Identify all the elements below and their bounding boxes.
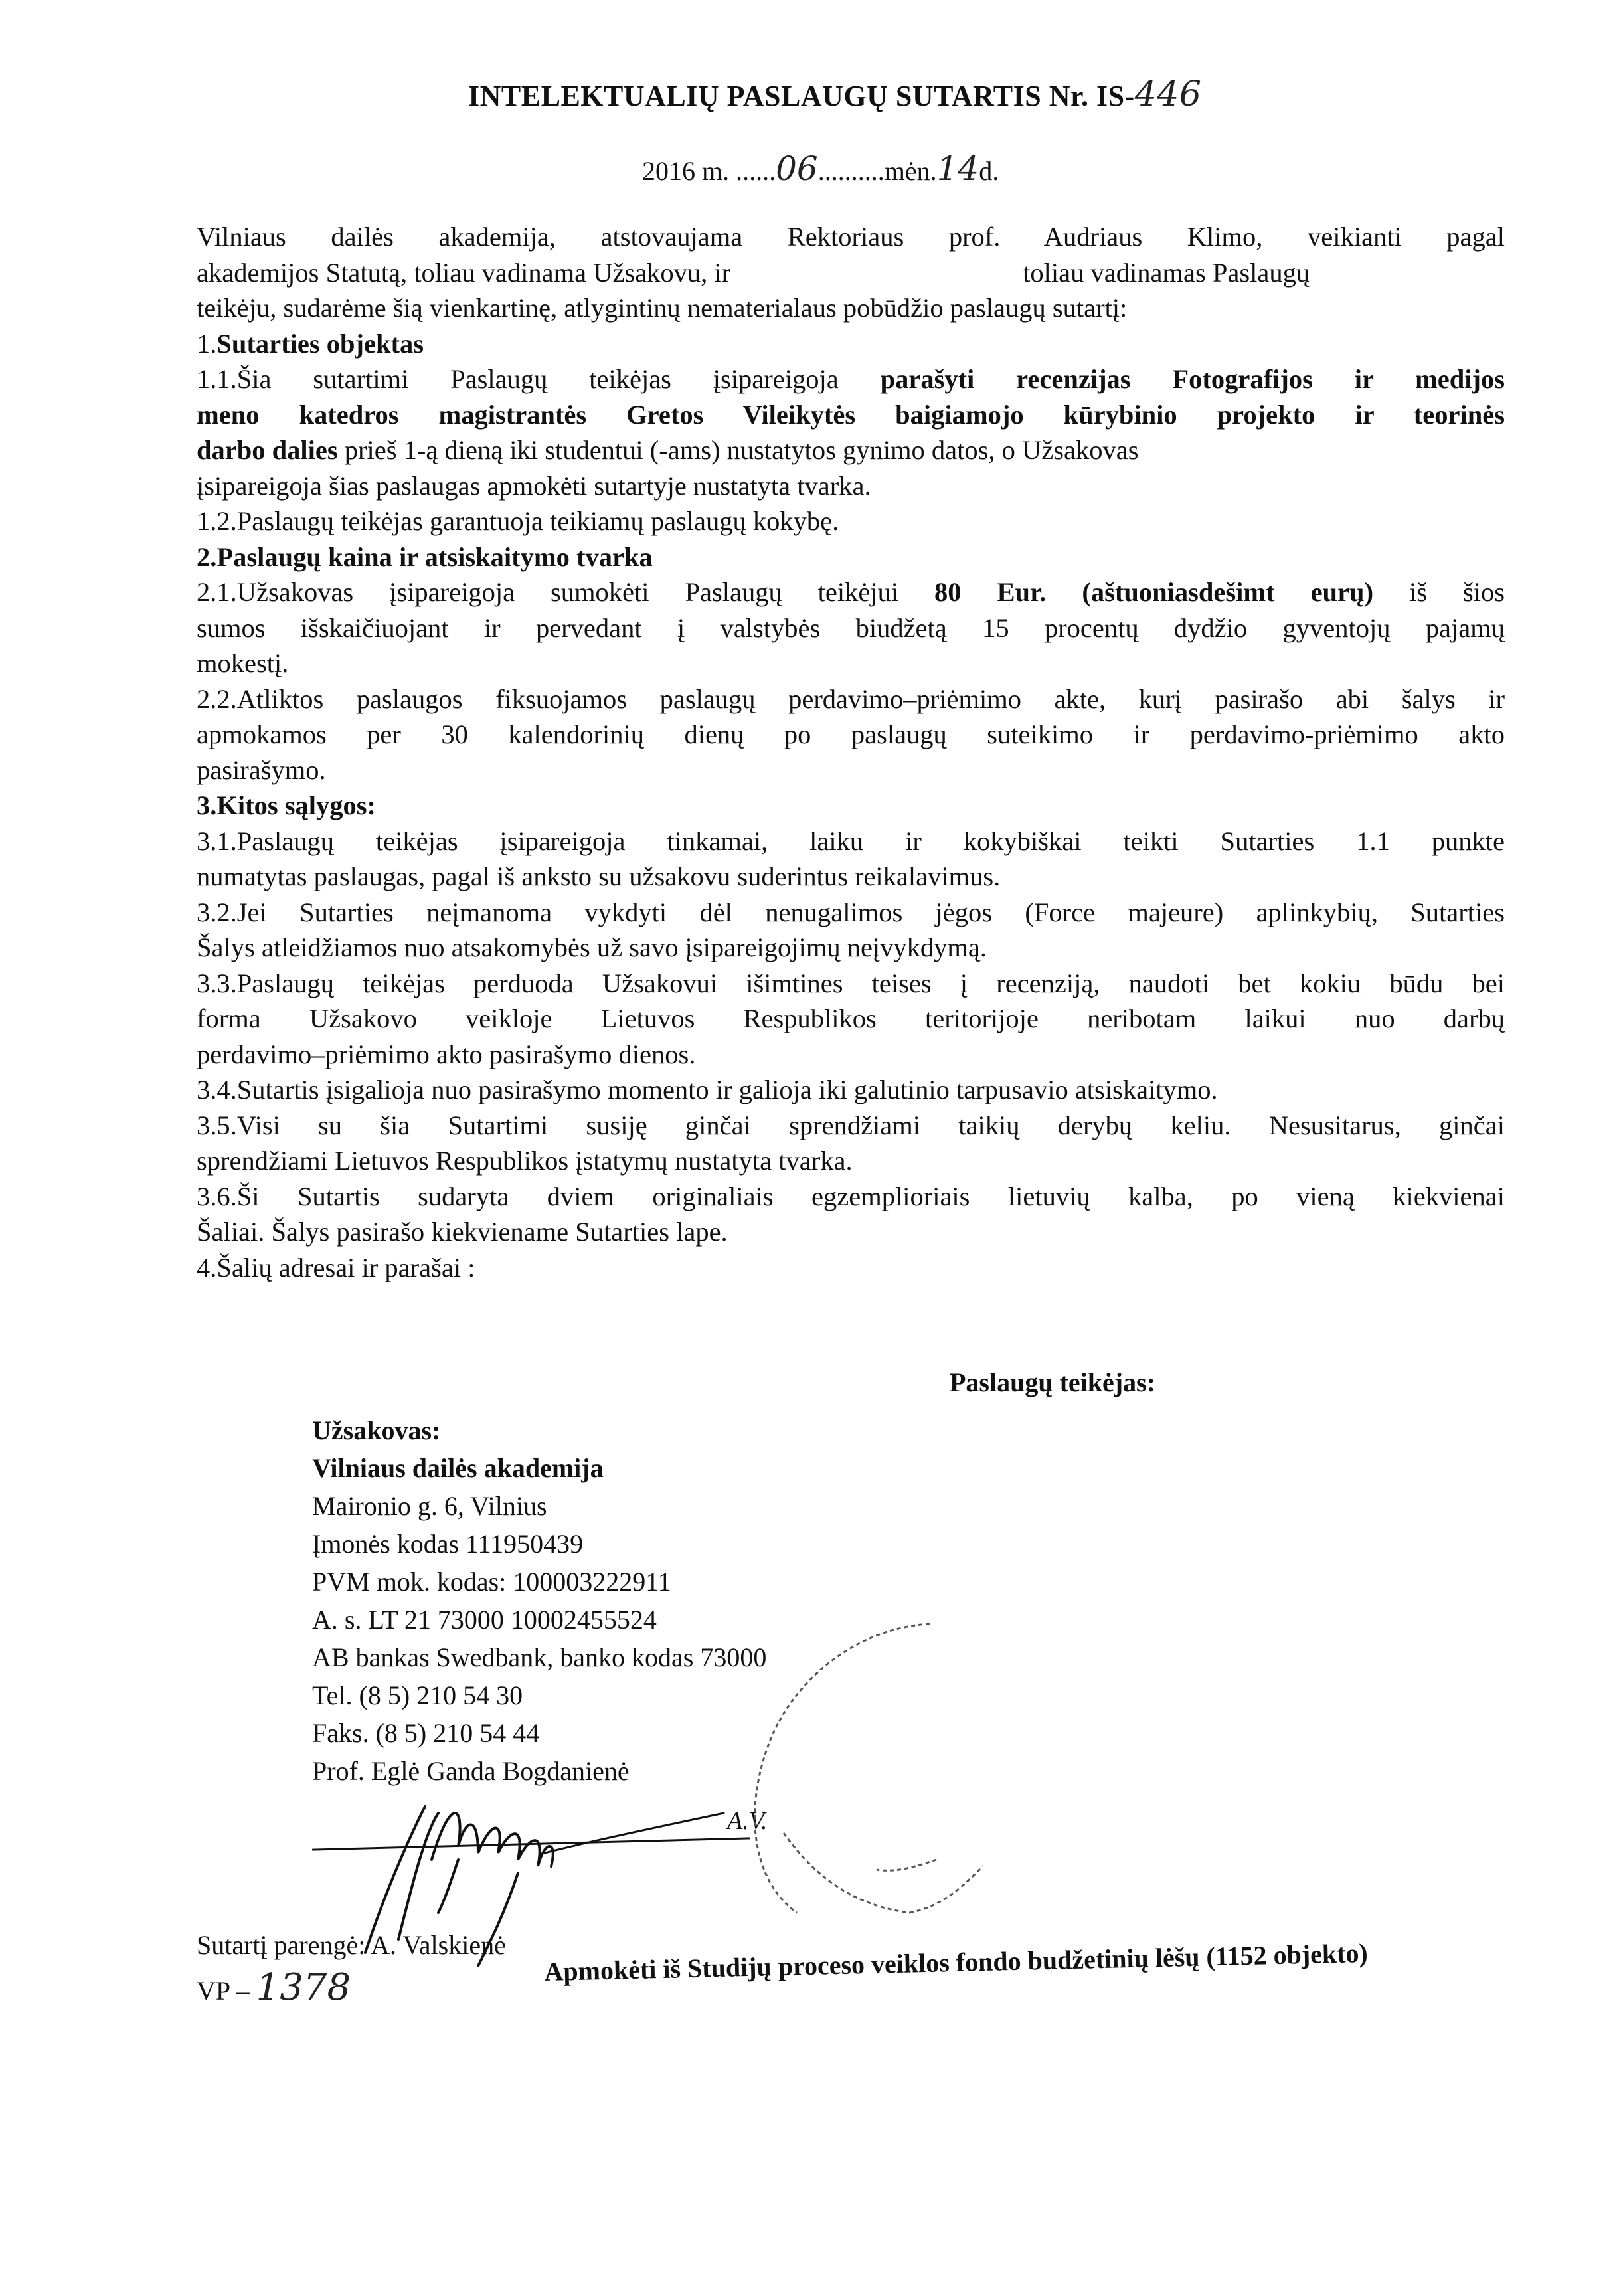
payment-amount: 80 Eur. (aštuoniasdešimt eurų) <box>934 577 1374 607</box>
clause-1-2: 1.2.Paslaugų teikėjas garantuoja teikiamų paslaugų kokybę. <box>197 506 839 536</box>
vp-number <box>197 1966 351 2009</box>
payment-source-note: Apmokėti iš Studijų proceso veiklos fondo budžetinių lėšų (1152 objekto) <box>543 1937 1369 1987</box>
client-heading: Užsakovas: <box>312 1415 441 1445</box>
contract-number-handwritten: 446 <box>1134 74 1202 114</box>
vp-handwritten: 1378 <box>256 1966 351 2009</box>
clause-2-2-line-1: 2.2.Atliktos paslaugos fiksuojamos paslaugų perdavimo–priėmimo akte, kurį pasirašo abi šalys ir <box>197 683 1505 714</box>
clause-3-6-line-2: Šaliai. Šalys pasirašo kiekviename Sutarties lape. <box>197 1217 728 1247</box>
clause-1-1-bold-3: darbo dalies <box>197 435 338 465</box>
provider-heading: Paslaugų teikėjas: <box>950 1368 1155 1397</box>
contract-title-text: INTELEKTUALIŲ PASLAUGŲ SUTARTIS Nr. IS- <box>468 80 1135 112</box>
clause-2-2-line-3: pasirašymo. <box>197 754 326 785</box>
clause-2-1-line-2: sumos išskaičiuojant ir pervedant į valstybės biudžetą 15 procentų dydžio gyventojų pajamų <box>197 612 1505 643</box>
section-1-number: 1. <box>197 328 217 359</box>
stamp-icon <box>755 1624 983 1913</box>
clause-3-6-line-1: 3.6.Ši Sutartis sudaryta dviem originaliais egzemplioriais lietuvių kalba, po vieną kiekvienai <box>197 1181 1505 1211</box>
clause-2-1-text-b: iš šios <box>1373 577 1505 607</box>
clause-3-5-line-2: sprendžiami Lietuvos Respublikos įstatymų nustatyta tvarka. <box>197 1146 853 1176</box>
clause-2-1-line-3: mokestį. <box>197 648 289 678</box>
clause-3-1-line-2: numatytas paslaugas, pagal iš anksto su užsakovu suderintus reikalavimus. <box>197 861 1001 891</box>
clause-3-2-line-1: 3.2.Jei Sutarties neįmanoma vykdyti dėl nenugalimos jėgos (Force majeure) aplinkybių, Sutarties <box>197 897 1505 927</box>
clause-3-1-line-1: 3.1.Paslaugų teikėjas įsipareigoja tinkamai, laiku ir kokybiškai teikti Sutarties 1.1 punkte <box>197 826 1505 856</box>
clause-2-2-line-2: apmokamos per 30 kalendorinių dienų po paslaugų suteikimo ir perdavimo-priėmimo akto <box>197 719 1505 749</box>
intro-line-1: Vilniaus dailės akademija, atstovaujama Rektoriaus prof. Audriaus Klimo, veikianti pagal <box>197 222 1505 252</box>
client-company-code: Įmonės kodas 111950439 <box>312 1529 584 1559</box>
clause-1-1-text-a: 1.1.Šia sutartimi Paslaugų teikėjas įsipareigoja <box>197 364 881 394</box>
client-vat-code: PVM mok. kodas: 100003222911 <box>312 1567 671 1597</box>
date-month-suffix: ..........mėn. <box>817 156 937 186</box>
client-phone: Tel. (8 5) 210 54 30 <box>312 1680 523 1710</box>
intro-line-3: teikėju, sudarėme šią vienkartinę, atlygintinų nematerialaus pobūdžio paslaugų sutartį: <box>197 293 1128 323</box>
stamp-label: A.V. <box>727 1807 768 1835</box>
clause-1-1-bold-1: parašyti recenzijas Fotografijos ir medijos <box>880 364 1505 394</box>
client-name: Vilniaus dailės akademija <box>312 1453 604 1483</box>
client-fax: Faks. (8 5) 210 54 44 <box>312 1718 540 1748</box>
section-2-heading: 2.Paslaugų kaina ir atsiskaitymo tvarka <box>197 541 653 572</box>
clause-3-2-line-2: Šalys atleidžiamos nuo atsakomybės už savo įsipareigojimų neįvykdymą. <box>197 932 987 962</box>
date-day-suffix: d. <box>979 156 999 186</box>
clause-1-1-line-2: meno katedros magistrantės Gretos Vileikytės baigiamojo kūrybinio projekto ir teorinės <box>197 399 1505 430</box>
date-day-handwritten: 14 <box>936 149 979 188</box>
clause-3-5-line-1: 3.5.Visi su šia Sutartimi susiję ginčai sprendžiami taikių derybų keliu. Nesusitarus, ginčai <box>197 1110 1505 1140</box>
clause-3-3-line-3: perdavimo–priėmimo akto pasirašymo dienos. <box>197 1039 696 1069</box>
client-bank-account: A. s. LT 21 73000 10002455524 <box>312 1605 657 1634</box>
intro-line-2b: toliau vadinamas Paslaugų <box>1023 257 1310 288</box>
prepared-by: Sutartį parengė: A. Valskienė <box>197 1930 506 1960</box>
client-bank: AB bankas Swedbank, banko kodas 73000 <box>312 1642 767 1672</box>
section-3-heading: 3.Kitos sąlygos: <box>197 790 377 820</box>
clause-3-3-line-2: forma Užsakovo veikloje Lietuvos Respublikos teritorijoje neribotam laikui nuo darbų <box>197 1004 1505 1033</box>
date-month-handwritten: 06 <box>776 149 818 188</box>
vp-label: VP – <box>197 1976 256 2006</box>
clause-2-1-text-a: 2.1.Užsakovas įsipareigoja sumokėti Paslaugų teikėjui <box>197 577 935 607</box>
date-year: 2016 m. ...... <box>642 156 776 186</box>
clause-1-1-line-4: įsipareigoja šias paslaugas apmokėti sutartyje nustatyta tvarka. <box>197 470 871 501</box>
intro-line-2a: akademijos Statutą, toliau vadinama Užsakovu, ir <box>197 257 731 288</box>
section-1-title: Sutarties objektas <box>216 328 424 359</box>
clause-3-4: 3.4.Sutartis įsigalioja nuo pasirašymo momento ir galioja iki galutinio tarpusavio atsiskaitymo. <box>197 1075 1218 1104</box>
client-signatory: Prof. Eglė Ganda Bogdanienė <box>312 1756 630 1786</box>
client-address: Maironio g. 6, Vilnius <box>312 1491 547 1521</box>
clause-1-1-text-b: prieš 1-ą dieną iki studentui (-ams) nustatytos gynimo datos, o Užsakovas <box>337 435 1139 465</box>
clause-3-3-line-1: 3.3.Paslaugų teikėjas perduoda Užsakovui išimtines teises į recenziją, naudoti bet kokiu būdu bei <box>197 968 1505 998</box>
section-4-heading: 4.Šalių adresai ir parašai : <box>197 1252 475 1282</box>
